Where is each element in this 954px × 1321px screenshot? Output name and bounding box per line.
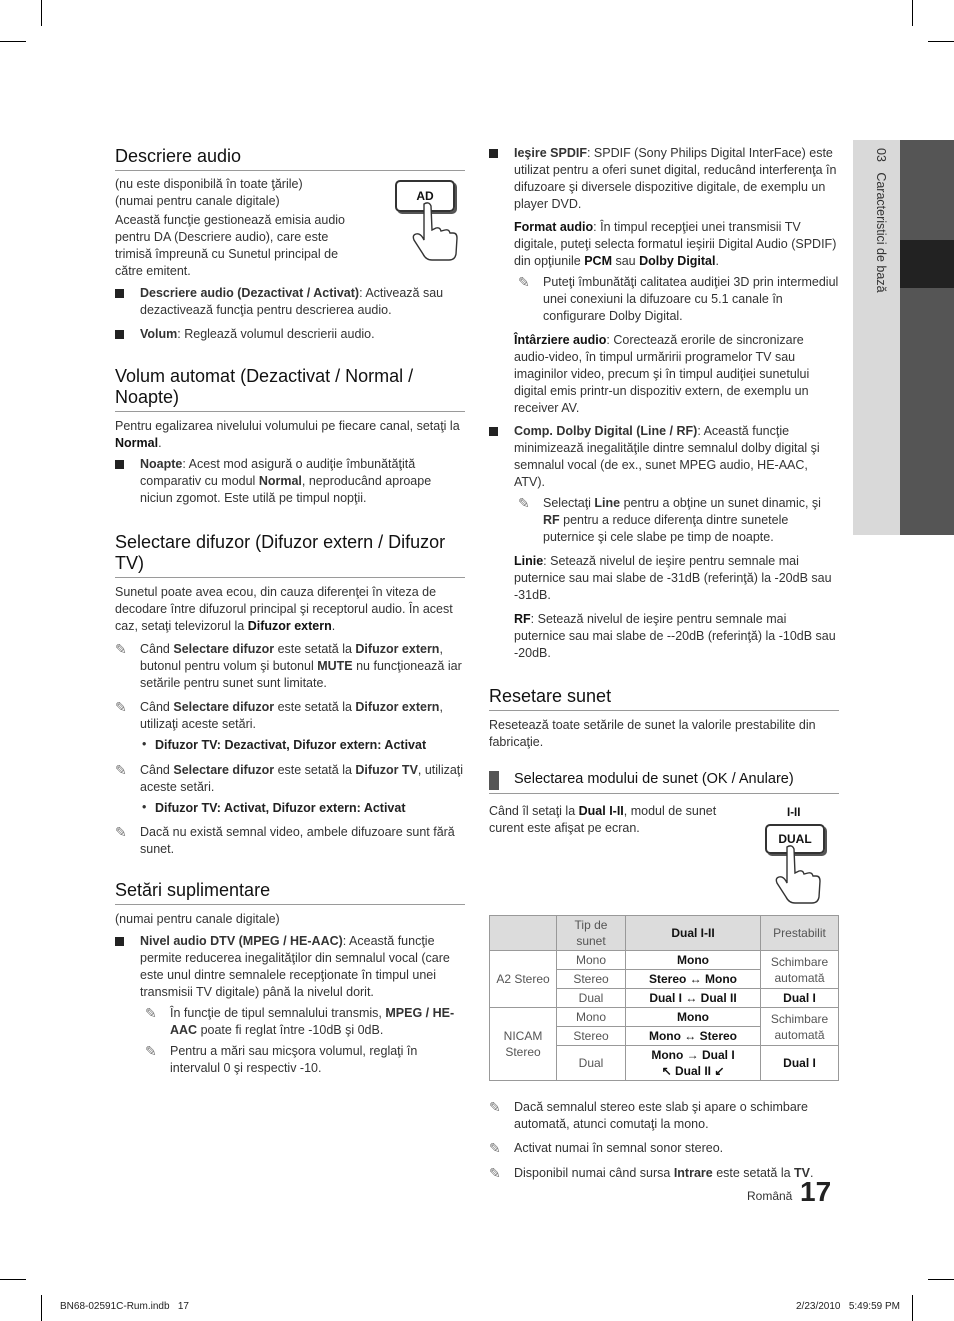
pencil-note-icon: ✎ [489,1140,501,1156]
option-text: : Această funcţie minimizează inegalităţile dintre semnalul dolby digital şi semnalul vocal (de ex., sunet MPEG audio, HE-AAC, ATV). [514,424,820,489]
table-cell: Mono [557,1008,626,1027]
text: pentru a reduce diferenţa dintre sunetele puternice şi cele slabe pe timp de noapte. [543,513,789,544]
pencil-note-icon: ✎ [489,1099,501,1115]
paragraph: Resetează toate setările de sunet la valorile prestabilite din fabricaţie. [489,718,816,749]
sub-option-intarziere-audio [514,332,839,417]
note-text: Dacă semnalul stereo este slab şi apare o schimbare automată, atunci comutaţi la mono. [514,1100,808,1131]
text-bold: PCM [584,254,612,268]
table-cell: Dual I [761,989,839,1008]
section-title-resetare: Resetare sunet [489,686,839,711]
text-bold: Difuzor extern [247,619,332,633]
table-cell: Mono [557,951,626,970]
description: Această funcţie gestionează emisia audio pentru DA (Descriere audio), care este trimisă împreună cu Sunetul principal de către emitent. [115,213,346,278]
bullet-volum [115,326,465,343]
side-tab-label [858,148,888,528]
side-tab-dark [900,140,954,535]
crop-mark [0,1279,26,1280]
bullet-iesire-spdif [489,145,839,213]
note-text: Dacă nu există semnal video, ambele difuzoare sunt fără sunet. [140,825,455,856]
text-bold: Dual I-II [578,804,624,818]
bullet-descriere-audio [115,285,465,319]
text: , neproducând aproape niciun zgomot. Este utilă pe timpul nopţii. [140,474,432,505]
bullet-noapte [115,456,465,507]
text-bold: Selectare difuzor [173,700,275,714]
language-label: Română [747,1189,793,1203]
text-bold: Normal [115,436,159,450]
paragraph: (numai pentru canale digitale) [115,912,280,926]
note [489,1099,839,1133]
pencil-note-icon: ✎ [518,274,530,290]
pencil-note-icon: ✎ [518,495,530,511]
text: Când îl setaţi la [489,804,579,818]
text: , utilizaţi aceste setări. [140,763,464,794]
text: , utilizaţi aceste setări. [140,700,443,731]
square-bullet-icon [115,460,124,469]
text: Pentru egalizarea nivelului volumului pe fiecare canal, setaţi la [115,419,460,433]
text-bold: Întârziere audio [514,333,607,347]
subsection-title: Selectarea modului de sunet (OK / Anulare) [514,771,794,787]
text: . [158,436,162,450]
option-name: Volum [140,327,178,341]
pencil-note-icon: ✎ [115,641,127,657]
text: este setată la [274,700,356,714]
table-cell: Mono [626,951,761,970]
section-title-descriere: Descriere audio [115,146,465,171]
sub-option-rf [514,611,839,662]
table-cell [626,1046,761,1081]
square-bullet-icon [115,937,124,946]
text: . [331,619,336,633]
table-cell: Mono ↔ Stereo [626,1027,761,1046]
subsection-marker [489,771,499,790]
dot-bullet-icon: • [142,737,147,751]
ad-remote-illustration [390,176,470,268]
table-cell: Stereo ↔ Mono [626,970,761,989]
crop-mark [41,1295,42,1321]
table-cell: Stereo [557,1027,626,1046]
text: pentru a obţine un sunet dinamic, şi [620,496,821,510]
text: , butonul pentru volum şi butonul [140,642,443,673]
note [518,495,839,546]
crop-mark [928,41,954,42]
table-header-cell: Dual I-II [626,916,761,951]
text: : În timpul recepţiei unei transmisii TV digitale, puteţi selecta formatul ieşirii Digital Audio (SPDIF) din opţiunile [514,220,837,268]
dot-bullet-icon: • [142,800,147,814]
dual-button-label: DUAL [778,832,812,846]
option-text: : Această funcţie permite reducerea inegalităţilor din semnalul vocal (care este unul dintre semnalele recepţionate în timpul unei transmisii TV digitale) până la nivelul dorit. [140,934,450,999]
text-bold: Selectare difuzor [173,763,275,777]
text-bold: Selectare difuzor [173,642,275,656]
print-date-info: 2/23/2010 5:49:59 PM [796,1301,900,1312]
text: Selectaţi [543,496,595,510]
crop-mark [912,1295,913,1321]
table-header-cell: Tip de sunet [557,916,626,951]
square-bullet-icon [489,427,498,436]
text: : Setează nivelul de ieşire pentru semnale mai puternice sau mai slabe de -31dB (referinţă) la -20dB sau -31dB. [514,554,832,602]
cell-line: Mono → Dual I [651,1048,735,1062]
table-row [490,1008,839,1027]
text-bold: Normal [258,474,302,488]
note-text: Pentru a mări sau micşora volumul, reglaţi în intervalul 0 şi respectiv -10. [170,1044,418,1075]
option-name: Descriere audio (Dezactivat / Activat) [140,286,360,300]
text: În funcţie de tipul semnalului transmis, [170,1006,386,1020]
dual-remote-illustration [759,805,839,905]
note [145,1005,465,1039]
crop-mark [0,41,26,42]
table-cell: Dual [557,989,626,1008]
setting-combo: Difuzor TV: Dezactivat, Difuzor extern: Activat [155,738,427,752]
subsection-header [489,769,839,794]
text-bold: TV [794,1166,811,1180]
text: Disponibil numai când sursa [514,1166,674,1180]
pencil-note-icon: ✎ [145,1043,157,1059]
text-bold: Format audio [514,220,594,234]
section-title-volum: Volum automat (Dezactivat / Normal / Noapte) [115,366,465,412]
sound-mode-table [489,915,839,1081]
option-text: : Reglează volumul descrierii audio. [177,327,375,341]
section-title-setari: Setări suplimentare [115,880,465,905]
paragraph [115,584,465,635]
text: , modul de sunet curent este afişat pe ecran. [489,804,717,835]
text: Sunetul poate avea ecou, din cauza diferenţei în viteza de decodare între difuzorul principal şi receptorul audio. În acest caz, setaţi televizorul la [115,585,453,633]
note [115,699,465,733]
note-text: Activat numai în semnal sonor stereo. [514,1141,724,1155]
text: poate fi reglat între -10dB şi 0dB. [197,1023,384,1037]
note [489,1165,839,1182]
bullet-comp-dolby [489,423,839,491]
option-text: : Activează sau dezactivează funcţia pentru descrierea audio. [140,286,444,317]
option-name: Comp. Dolby Digital (Line / RF) [514,424,698,438]
pencil-note-icon: ✎ [115,762,127,778]
text: este setată la [712,1166,795,1180]
text-bold: Difuzor TV [355,763,418,777]
table-header-cell [490,916,557,951]
pencil-note-icon: ✎ [489,1165,501,1181]
note-text: Puteţi îmbunătăţi calitatea audiţiei 3D prin intermediul unei conexiuni la difuzoare cu 5.1 canale în configurare Dolby Digital. [543,275,839,323]
square-bullet-icon [115,330,124,339]
sub-option-format-audio [514,219,839,270]
text-bold: RF [543,513,560,527]
table-cell: Schimbare automată [761,951,839,989]
availability-note: (nu este disponibilă în toate ţările) [115,177,303,191]
text: Când [140,700,174,714]
crop-mark [928,1279,954,1280]
crop-mark [41,0,42,26]
sub-option-linie [514,553,839,604]
table-cell: Mono [626,1008,761,1027]
text: Când [140,763,174,777]
text-bold: Line [594,496,621,510]
text: . [715,254,719,268]
note [489,1140,839,1157]
option-name: Ieşire SPDIF [514,146,587,160]
note [115,762,465,796]
text-bold: Difuzor extern [355,642,440,656]
page-number: 17 [800,1176,832,1207]
option-name: Noapte [140,457,183,471]
table-cell: A2 Stereo [490,951,557,1008]
ad-button-label: AD [416,189,434,203]
text-bold: Intrare [673,1166,713,1180]
chapter-title: Caracteristici de bază [874,172,888,293]
square-bullet-icon [489,149,498,158]
pointing-hand-icon [402,202,472,262]
text-bold: Linie [514,554,544,568]
text-bold: RF [514,612,531,626]
text: Când [140,642,174,656]
paragraph [115,418,465,452]
text: . [810,1166,814,1180]
note [115,641,465,692]
text: nu funcţionează iar setările pentru sunet sunt limitate. [140,659,462,690]
table-cell: Dual I ↔ Dual II [626,989,761,1008]
text: este setată la [274,642,356,656]
table-header-row [490,916,839,951]
crop-mark [912,0,913,26]
section-title-difuzor: Selectare difuzor (Difuzor extern / Difuzor TV) [115,532,465,578]
option-text: : SPDIF (Sony Philips Digital InterFace) este utilizat pentru a oferi sunet digital, reducând interferenţa în difuzoare şi diversele dispozitive digitale, de exemplu un player DVD. [514,146,837,211]
bullet-nivel-audio [115,933,465,1001]
chapter-number: 03 [874,148,888,162]
text: : Setează nivelul de ieşire pentru semnale mai puternice sau mai slabe de --20dB (referinţă) la -10dB sau -20dB. [514,612,836,660]
text-bold: MPEG / HE-AAC [170,1006,455,1037]
remote-top-label: I-II [787,807,801,819]
print-file-info: BN68-02591C-Rum.indb 17 [60,1301,189,1312]
note [115,824,465,858]
setting-combo: Difuzor TV: Activat, Difuzor extern: Activat [155,801,406,815]
table-cell: NICAM Stereo [490,1008,557,1081]
text: sau [611,254,640,268]
cell-line: ↖ Dual II ↙ [661,1064,725,1078]
text: : Acest mod asigură o audiţie îmbunătăţită comparativ cu modul [140,457,416,488]
square-bullet-icon [115,289,124,298]
table-cell: Schimbare automată [761,1008,839,1046]
text: : Corectează erorile de sincronizare audio-video, în timpul urmăririi programelor TV sau imaginilor video, precum şi în timpul audiţiei sunetului digital emis printr-un dispozitiv extern, de exemplu un receiver AV. [514,333,810,415]
pencil-note-icon: ✎ [145,1005,157,1021]
text-bold: MUTE [317,659,353,673]
availability-note: (numai pentru canale digitale) [115,194,280,208]
table-header-cell: Prestabilit [761,916,839,951]
text-bold: Difuzor extern [355,700,440,714]
table-cell: Dual I [761,1046,839,1081]
text: este setată la [274,763,356,777]
note [145,1043,465,1077]
table-cell: Stereo [557,970,626,989]
option-name: Nivel audio DTV (MPEG / HE-AAC) [140,934,343,948]
table-row [490,951,839,970]
pencil-note-icon: ✎ [115,699,127,715]
side-tab-active-marker [900,240,954,288]
paragraph [489,803,729,837]
table-cell: Dual [557,1046,626,1081]
pencil-note-icon: ✎ [115,824,127,840]
pointing-hand-icon [765,845,835,905]
text-bold: Dolby Digital [639,254,716,268]
note [518,274,839,325]
